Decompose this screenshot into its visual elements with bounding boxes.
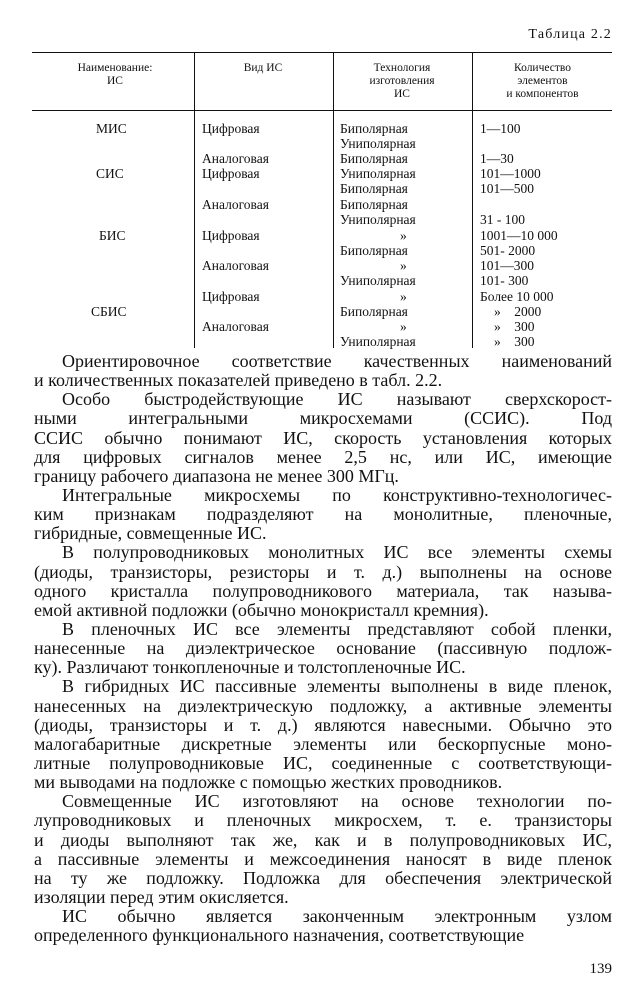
paragraph-line: (диоды, транзисторы, резисторы и т. д.) выполнены на основе [34, 562, 612, 582]
table-cell-technology: » [400, 228, 407, 243]
paragraph-line: и количественных показателей приведено в табл. 2.2. [34, 371, 443, 391]
paragraph-line: ку). Различают тонкопленочные и толстопленочные ИС. [34, 658, 466, 678]
table-cell-technology: Биполярная [340, 197, 408, 212]
paragraph-first-line: В пленочных ИС все элементы представляют собой пленки, [62, 619, 612, 639]
table-cell-technology: » [400, 258, 407, 273]
paragraph-line: гибридные, совмещенные ИС. [34, 524, 267, 544]
table-header-rule [32, 110, 612, 111]
table-cell-technology: Униполярная [340, 212, 416, 227]
paragraph-line: ССИС обычно понимают ИС, скорость установления которых [34, 428, 612, 448]
paragraph-line: определенного функционального назначения, соответствующие [34, 926, 525, 946]
table-header-count: Количество элементов и компонентов [506, 62, 579, 100]
table-cell-count: » 300 [494, 334, 535, 349]
table-cell-type: Аналоговая [202, 319, 269, 334]
paragraph-first-line: В гибридных ИС пассивные элементы выполнены в виде пленок, [62, 677, 612, 697]
table-cell-type: Цифровая [202, 228, 260, 243]
body-text [34, 352, 612, 946]
paragraph-line: для цифровых сигналов менее 2,5 нс, или ИС, имеющие [34, 447, 612, 467]
table-cell-type: Аналоговая [202, 197, 269, 212]
paragraph-line: малогабаритные дискретные элементы или бескорпусные моно- [34, 734, 612, 754]
table-cell-count: 501- 2000 [480, 243, 536, 258]
paragraph-line: нанесенных на диэлектрическую подложку, а активные элементы [34, 696, 612, 716]
table-cell-count: » 300 [494, 319, 535, 334]
table-cell-technology: Биполярная [340, 243, 408, 258]
table-header-name: Наименование: ИС [77, 62, 153, 87]
table-header-technology: Технология изготовления ИС [369, 62, 435, 100]
table-cell-count: 1—30 [480, 151, 514, 166]
table-cell-name: СИС [96, 166, 124, 181]
page-number: 139 [589, 961, 612, 977]
table-cell-count: 31 - 100 [480, 212, 525, 227]
table-top-rule [32, 52, 612, 53]
paragraph-line: лупроводниковых и пленочных микросхем, т. е. транзисторы [34, 811, 612, 831]
table-cell-count: » 2000 [494, 304, 542, 319]
table-cell-technology: Биполярная [340, 121, 408, 136]
table-cell-type: Цифровая [202, 121, 260, 136]
table-cell-name: СБИС [91, 304, 127, 319]
paragraph-first-line: ИС обычно является законченным электронным узлом [62, 907, 612, 927]
table-column-divider [194, 52, 195, 348]
paragraph-line: нанесенные на диэлектрическое основание (пассивную подлож- [34, 639, 612, 659]
paragraph-line: границу рабочего диапазона не менее 300 МГц. [34, 466, 399, 486]
paragraph-line: емой активной подложки (обычно монокристалл кремния). [34, 600, 489, 620]
table-cell-type: Цифровая [202, 166, 260, 181]
table-cell-type: Аналоговая [202, 258, 269, 273]
table-cell-technology: Биполярная [340, 181, 408, 196]
paragraph-first-line: Особо быстродействующие ИС называют сверхскорост- [62, 390, 612, 410]
table-cell-count: 1—100 [480, 121, 521, 136]
table-cell-count: 101—300 [480, 258, 534, 273]
table-cell-count: 101—500 [480, 181, 534, 196]
table-cell-technology: Униполярная [340, 273, 416, 288]
table-cell-name: БИС [99, 228, 126, 243]
table-cell-technology: Униполярная [340, 166, 416, 181]
paragraph-line: одного кристалла полупроводникового материала, так называ- [34, 581, 612, 601]
paragraph-line: ными интегральными микросхемами (ССИС). Под [34, 409, 612, 429]
table-cell-technology: Униполярная [340, 136, 416, 151]
paragraph-line: изоляции перед этим окисляется. [34, 887, 289, 907]
paragraph-first-line: В полупроводниковых монолитных ИС все элементы схемы [62, 543, 612, 563]
paragraph-first-line: Совмещенные ИС изготовляют на основе технологии по- [62, 792, 612, 812]
paragraph-first-line: Ориентировочное соответствие качественных наименований [62, 352, 612, 371]
paragraph-line: литные полупроводниковые ИС, соединенные с соответствующи- [34, 753, 612, 773]
paragraph-line: на ту же подложку. Подложка для обеспечения электрической [34, 868, 612, 888]
paragraph-line: ми выводами на подложке с помощью жестких проводников. [34, 773, 503, 793]
paragraph-line: а пассивные элементы и межсоединения наносят в виде пленок [34, 849, 612, 869]
table-cell-name: МИС [96, 121, 127, 136]
table-cell-type: Аналоговая [202, 151, 269, 166]
paragraph-line: (диоды, транзисторы и т. д.) являются навесными. Обычно это [34, 715, 612, 735]
table-caption: Таблица 2.2 [528, 27, 612, 42]
paragraph-line: ким признакам подразделяют на монолитные, пленочные, [34, 505, 612, 525]
table-cell-technology: Униполярная [340, 334, 416, 349]
table-cell-technology: » [400, 289, 407, 304]
table-cell-count: 101—1000 [480, 166, 541, 181]
table-cell-type: Цифровая [202, 289, 260, 304]
table-cell-count: 101- 300 [480, 273, 529, 288]
table-cell-technology: Биполярная [340, 151, 408, 166]
table-cell-technology: » [400, 319, 407, 334]
paragraph-line: и диоды выполняют так же, как и в полупроводниковых ИС, [34, 830, 612, 850]
paragraph-first-line: Интегральные микросхемы по конструктивно-технологичес- [62, 485, 612, 505]
table-header-type: Вид ИС [243, 62, 283, 74]
table-cell-count: Более 10 000 [480, 289, 554, 304]
table-cell-count: 1001—10 000 [480, 228, 558, 243]
table-cell-technology: Биполярная [340, 304, 408, 319]
